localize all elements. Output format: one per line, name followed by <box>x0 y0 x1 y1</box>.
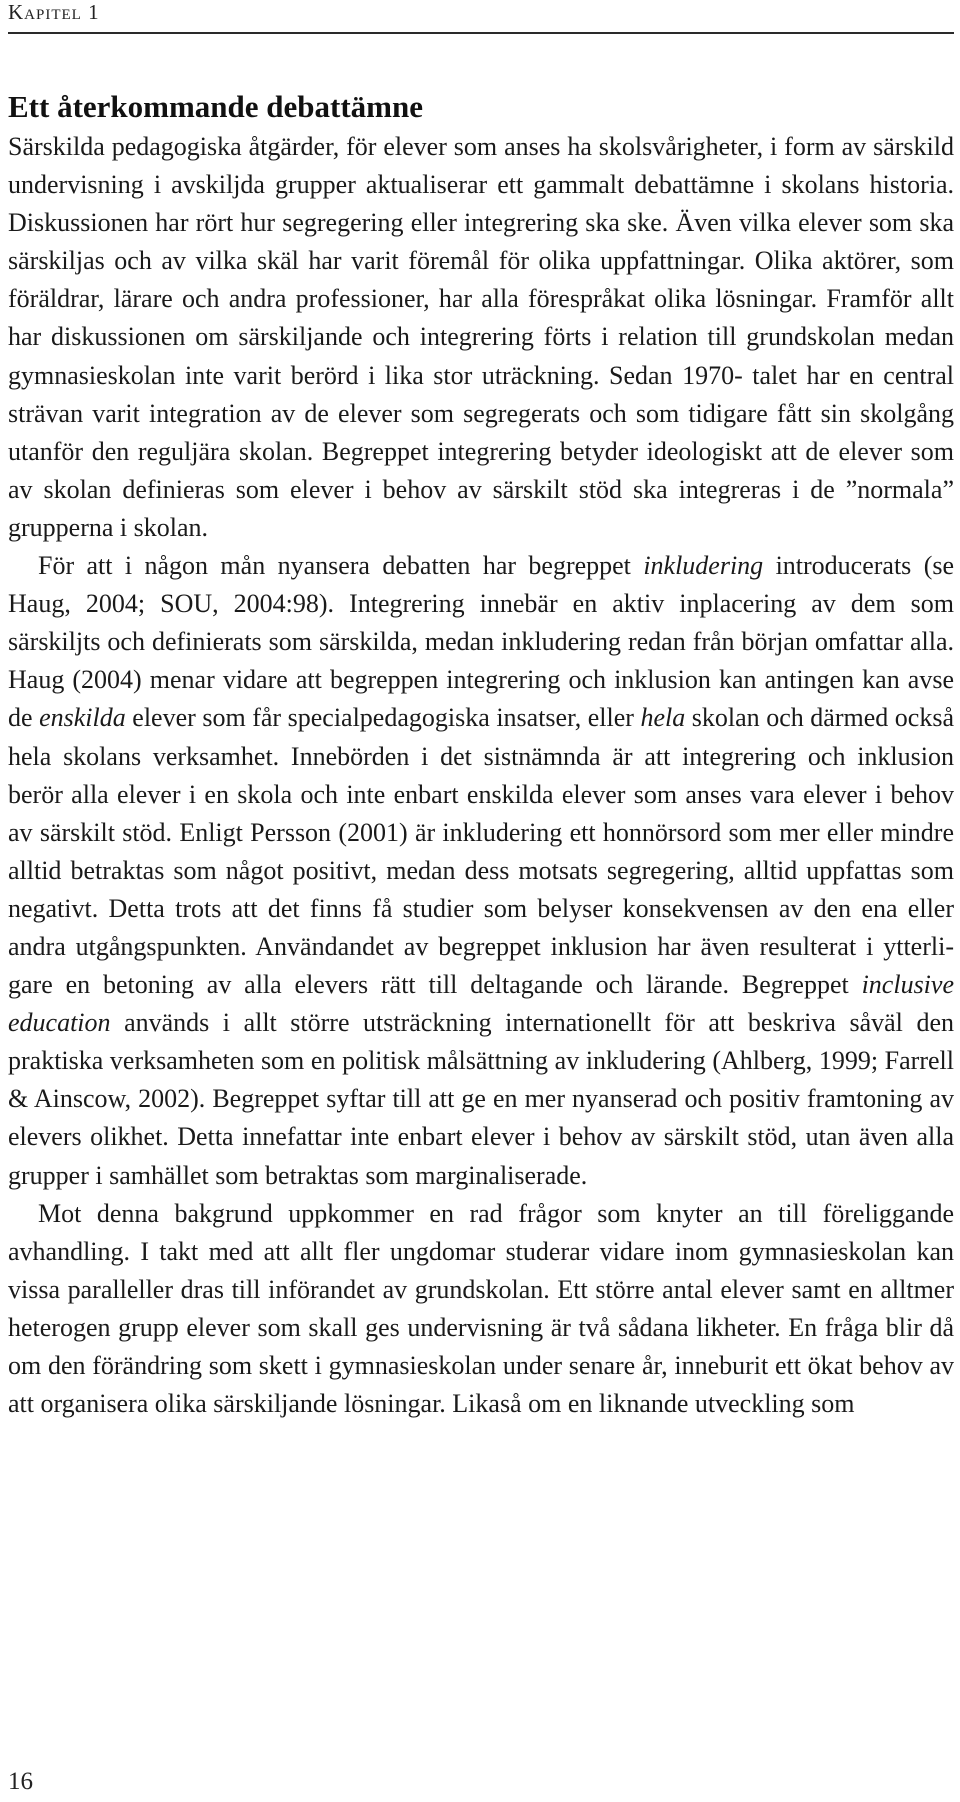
running-head: Kapitel 1 <box>8 0 100 24</box>
term-inkludering: inkludering <box>643 551 764 581</box>
paragraph-2-text-d: skolan och därmed också hela skolans verksamhet. Innebörden i det sistnämnda är att integrering och inklusion berör alla elever i en skola och inte enbart enskilda elever som anses vara elever i behov av särskilt stöd. Enligt Persson (2001) är inkludering ett honnörsord som mer eller mindre alltid betraktas som något positivt, medan dess motsats segregering, alltid uppfattas som negativt. Detta trots att det finns få studier som belyser konsekvensen av den ena eller andra utgångspunkten. Användandet av begreppet inklusion har även resulterat i ytterligare en betoning av alla elevers rätt till deltagande och lärande. Begreppet <box>8 703 954 1000</box>
paragraph-2-text-b: introducerats (se Haug, 2004; SOU, 2004:98). Integrering innebär en aktiv inplacering av dem som särskiljts och definierats som särskilda, medan inkludering redan från början omfattar alla. Haug (2004) menar vidare att begreppen integrering och inklusion kan antingen kan avse de <box>8 551 955 733</box>
term-hela: hela <box>640 703 686 733</box>
term-enskilda: enskilda <box>39 703 126 733</box>
paragraph-2-text-e: används i allt större utsträckning internationellt för att beskriva såväl den praktiska verksamheten som en politisk målsättning av inkludering (Ahlberg, 1999; Farrell & Ainscow, 2002). Begreppet syftar till att ge en mer nyanserad och positiv framtoning av elevers olikhet. Detta innefattar inte enbart elever i behov av särskilt stöd, utan även alla grupper i samhället som betraktas som marginaliserade. <box>8 1008 954 1190</box>
term-inclusive-education: inclusive education <box>8 970 954 1038</box>
page-body <box>8 88 954 1423</box>
paragraph-1: Särskilda pedagogiska åtgärder, för elever som anses ha skolsvårigheter, i form av särskild undervisning i avskiljda grupper aktualiserar ett gammalt debattämne i skolans historia. Diskussionen har rört hur segregering eller integrering ska ske. Även vilka elever som ska särskiljas och av vilka skäl har varit föremål för olika uppfattningar. Olika aktörer, som föräldrar, lärare och andra professioner, har alla förespråkat olika lösningar. Framför allt har diskussionen om särskiljande och integrering förts i relation till grundskolan medan gymnasieskolan inte varit berörd i lika stor uträckning. Sedan 1970- talet har en central strävan varit integration av de elever som segregerats och som tidigare fått sin skolgång utanför den reguljära skolan. Begreppet integrering betyder ideologiskt att de elever som av skolan definieras som elever i behov av särskilt stöd ska integreras i de ”normala” grupperna i skolan. <box>8 132 954 542</box>
paragraph-2-text-c: elever som får specialpedagogiska insatser, eller <box>125 703 641 733</box>
paragraph-3: Mot denna bakgrund uppkommer en rad frågor som knyter an till föreliggande avhandling. I takt med att allt fler ungdomar studerar vidare inom gymnasieskolan kan vissa paralleller dras till införandet av grundskolan. Ett större antal elever samt en alltmer heterogen grupp elever som skall ges undervisning är två sådana likheter. En fråga blir då om den förändring som skett i gymnasieskolan under senare år, inneburit ett ökat behov av att organisera olika särskiljande lösningar. Likaså om en liknande utveckling som <box>8 1198 954 1419</box>
paragraph-2-text-a: För att i någon mån nyansera debatten har begreppet <box>38 551 644 581</box>
section-title: Ett återkommande debattämne <box>8 89 424 124</box>
paragraph-2 <box>8 547 954 1195</box>
page-number: 16 <box>8 1768 33 1795</box>
header-rule <box>8 32 954 34</box>
